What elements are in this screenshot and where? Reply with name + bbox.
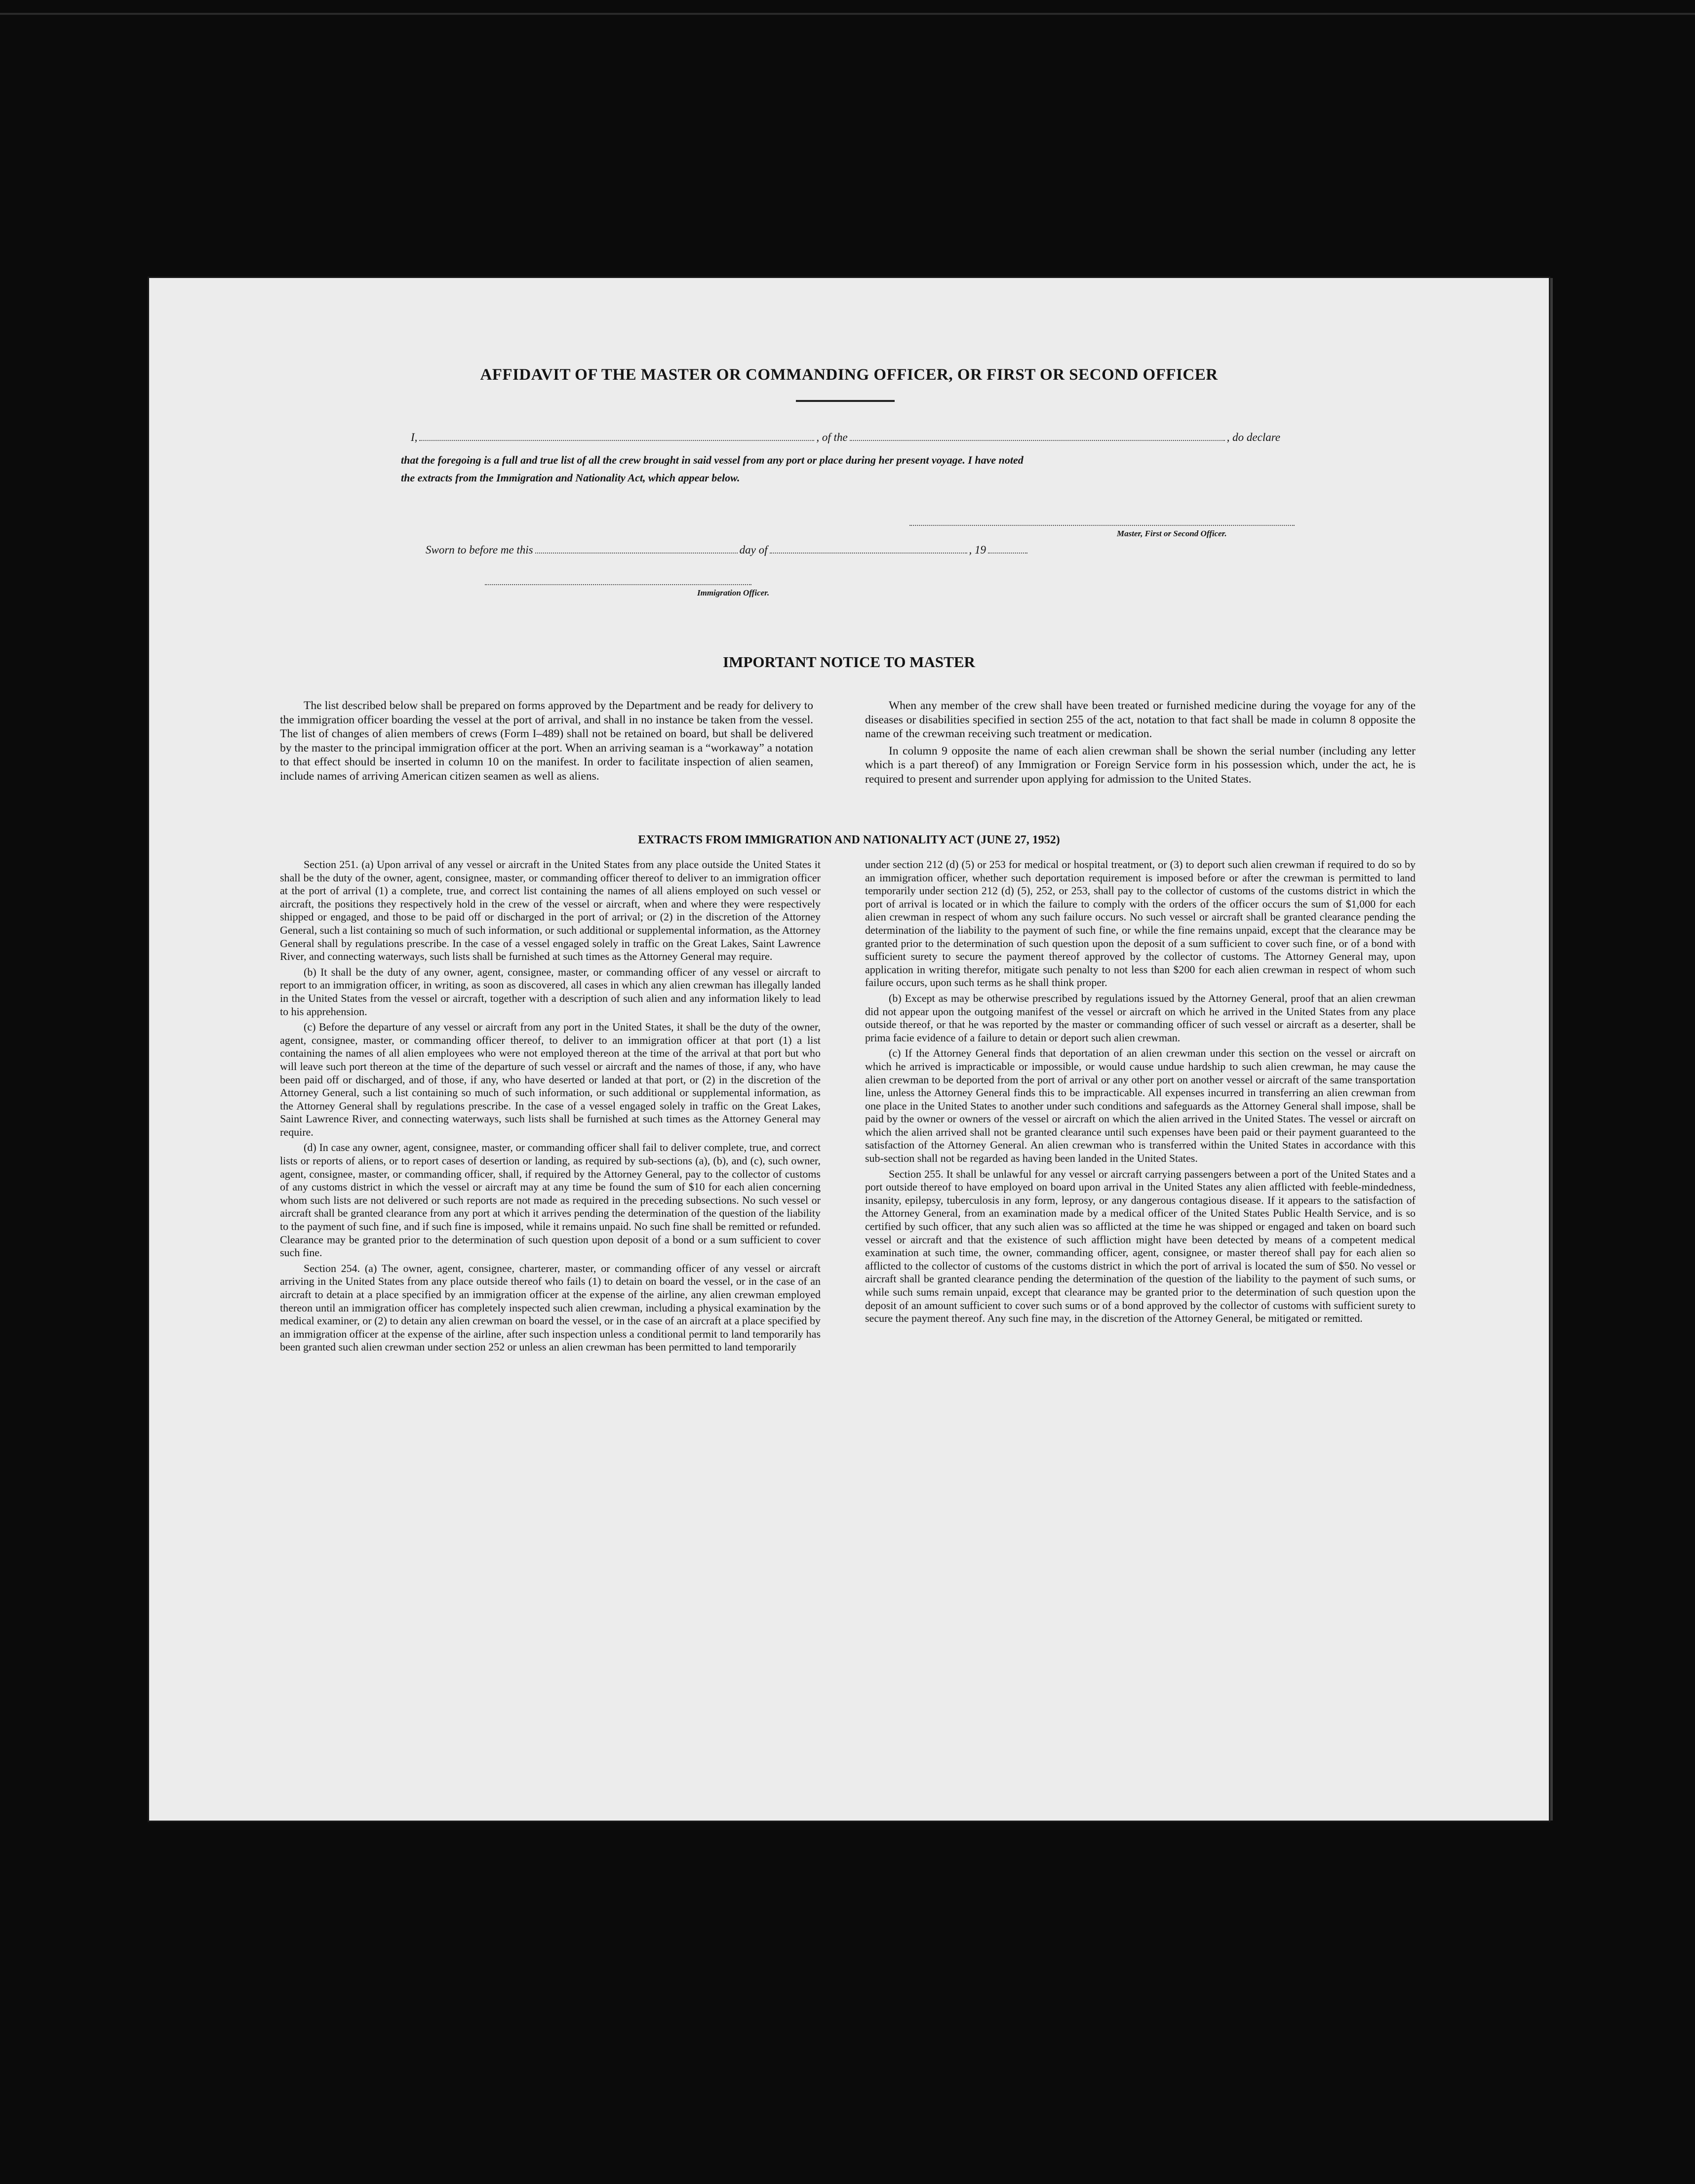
page-shadow-edge: [1549, 278, 1553, 1821]
document-page: [149, 278, 1549, 1821]
sworn-month-field[interactable]: [770, 552, 967, 554]
notice-right-column: [865, 699, 1416, 789]
notice-title: IMPORTANT NOTICE TO MASTER: [723, 653, 975, 671]
master-caption: Master, First or Second Officer.: [1117, 529, 1227, 538]
affidavit-title: AFFIDAVIT OF THE MASTER OR COMMANDING OFFICER, OR FIRST OR SECOND OFFICER: [480, 366, 1218, 384]
sworn-day-field[interactable]: [535, 552, 738, 554]
declarant-prefix: I,: [411, 431, 418, 443]
of-the-label: , of the: [816, 431, 848, 443]
sworn-year-field[interactable]: [988, 552, 1027, 554]
extract-paragraph: Section 255. It shall be unlawful for any vessel or aircraft carrying passengers between a port of the United States and a port outside thereof to have employed on board upon arrival in the United States any alien afflicted with feeble-mindedness, insanity, epilepsy, tuberculosis in any form, leprosy, or any dangerous contagious disease. If it appears to the satisfaction of the Attorney General, from an examination made by a medical officer of the United States Public Health Service, and is so certified by such officer, that any such alien was so afflicted at the time he was shipped or engaged and taken on board such vessel or aircraft and that the existence of such affliction might have been detected by means of a competent medical examination at such time, the owner, commanding officer, agent, consignee, or master thereof shall pay for each alien so afflicted to the collector of customs of the customs district in which the port of arrival is located the sum of $50. No vessel or aircraft shall be granted clearance pending the determination of the question of the liability to the payment of such sums, or while such sums remain unpaid, except that clearance may be granted prior to the determination of such question upon the deposit of an amount sufficient to cover such sums or of a bond approved by the collector of customs with sufficient surety to secure the payment thereof. Any such fine may, in the discretion of the Attorney General, be mitigated or remitted.: [865, 1167, 1416, 1325]
extracts-left-column: [280, 858, 821, 1356]
notice-left-column: [280, 699, 813, 786]
declare-label: , do declare: [1226, 431, 1281, 443]
title-rule: [796, 400, 895, 402]
notice-paragraph: When any member of the crew shall have been treated or furnished medicine during the voyage for any of the diseases or disabilities specified in section 255 of the act, notation to that fact shall be made in column 8 opposite the name of the crewman receiving such treatment or medication.: [865, 699, 1416, 740]
extract-paragraph: (d) In case any owner, agent, consignee, master, or commanding officer shall fail to deliver complete, true, and correct lists or reports of aliens, or to report cases of desertion or landing, as required by sub-sections (a), (b), and (c), such owner, agent, consignee, master, or commanding officer, shall, if required by the Attorney General, pay to the collector of customs of any customs district in which the vessel or aircraft may at any time be found the sum of $10 for each alien concerning whom such lists are not delivered or such reports are not made as required in the preceding subsections. No such vessel or aircraft shall be granted clearance from any port at which it arrives pending the determination of the question of the liability to the payment of such fine, and if such fine is imposed, while it remains unpaid. No such fine shall be remitted or refunded. Clearance may be granted prior to the determination of such question upon deposit of a bond or a sum sufficient to cover such fine.: [280, 1141, 821, 1259]
declaration-line: [411, 431, 1280, 444]
extract-paragraph: (b) It shall be the duty of any owner, agent, consignee, master, or commanding officer of any vessel or aircraft to report to an immigration officer, in writing, as soon as discovered, all cases in which any alien crewman has illegally landed in the United States from the vessel or aircraft, together with a description of such alien and any information likely to lead to his apprehension.: [280, 965, 821, 1018]
extract-paragraph: Section 251. (a) Upon arrival of any vessel or aircraft in the United States from any place outside the United States it shall be the duty of the owner, agent, consignee, master, or commanding officer thereof to deliver to an immigration officer at the port of arrival (1) a complete, true, and correct list containing the names of all aliens employed on such vessel or aircraft, the positions they respectively hold in the crew of the vessel or aircraft, when and where they were respectively shipped or engaged, and those to be paid off or discharged in the port of arrival; or (2) in the discretion of the Attorney General, such a list containing so much of such information, or such additional or supplemental information, as the Attorney General shall by regulations prescribe. In the case of a vessel engaged solely in traffic on the Great Lakes, Saint Lawrence River, and connecting waterways, such lists shall be furnished at such times as the Attorney General may require.: [280, 858, 821, 963]
extract-paragraph: under section 212 (d) (5) or 253 for medical or hospital treatment, or (3) to deport such alien crewman if required to do so by an immigration officer, whether such deportation requirement is imposed before or after the crewman is permitted to land temporarily under section 212 (d) (5), 252, or 253, shall pay to the collector of customs of the customs district in which the port of arrival is located or in which the failure to comply with the orders of the officer occurs the sum of $1,000 for each alien crewman in respect of whom any such failure occurs. No such vessel or aircraft shall be granted clearance pending the determination of the liability to the payment of such fine, or while the fine remains unpaid, except that the clearance may be granted prior to the determination of such question upon the deposit of a sum sufficient to cover such fine, or of a bond with sufficient surety to secure the payment thereof approved by the collector of customs. The Attorney General may, upon application in writing therefor, mitigate such penalty to not less than $200 for each alien crewman in respect of whom such failure occurs, upon such terms as he shall think proper.: [865, 858, 1416, 989]
statement-line-1: that the foregoing is a full and true list of all the crew brought in said vessel from any port or place during her present voyage. I have noted: [401, 454, 1024, 466]
day-of-label: day of: [739, 544, 768, 556]
extracts-right-column: [865, 858, 1416, 1328]
officer-signature-line[interactable]: [485, 584, 751, 585]
master-signature-line[interactable]: [909, 525, 1295, 526]
extract-paragraph: (c) Before the departure of any vessel or aircraft from any port in the United States, it shall be the duty of the owner, agent, consignee, master, or commanding officer thereof, to deliver to an immigration officer at that port (1) a list containing the names of all alien employees who were not employed thereon at the time of the arrival at that port but who will leave such port thereon at the time of the departure of such vessel or aircraft and the names of those, if any, who have been paid off or discharged, and of those, if any, who have deserted or landed at that port, or (2) in the discretion of the Attorney General, such a list containing so much of such information, or such additional or supplemental information, as the Attorney General shall by regulations prescribe. In the case of a vessel engaged solely in traffic on the Great Lakes, Saint Lawrence River, and connecting waterways, such lists shall be furnished at such times as the Attorney General may require.: [280, 1021, 821, 1138]
sworn-line: [426, 544, 1029, 556]
notice-paragraph: The list described below shall be prepared on forms approved by the Department and be ready for delivery to the immigration officer boarding the vessel at the port of arrival, and shall in no instance be taken from the vessel. The list of changes of alien members of crews (Form I–489) shall not be retained on board, but shall be delivered by the master to the principal immigration officer at the port. When an arriving seaman is a “workaway” a notation to that effect should be inserted in column 10 on the manifest. In order to facilitate inspection of alien seamen, include names of arriving American citizen seamen as well as aliens.: [280, 699, 813, 783]
officer-caption: Immigration Officer.: [697, 588, 770, 597]
scan-top-border: [0, 13, 1695, 15]
year-label: , 19: [969, 544, 986, 556]
vessel-name-field[interactable]: [850, 439, 1225, 441]
extract-paragraph: (c) If the Attorney General finds that deportation of an alien crewman under this section on the vessel or aircraft on which he arrived is impracticable or impossible, or would cause undue hardship to such alien crewman, he may cause the alien crewman to be deported from the port of arrival or any other port on another vessel or aircraft of the same transportation line, unless the Attorney General finds this to be impracticable. All expenses incurred in transferring an alien crewman from one place in the United States to another under such conditions and safeguards as the Attorney General shall impose, shall be paid by the owner or owners of the vessel or aircraft on which the alien arrived in the United States. The vessel or aircraft on which the alien arrived shall not be granted clearance until such expenses have been paid or their payment guaranteed to the satisfaction of the Attorney General. An alien crewman who is transferred within the United States in accordance with this sub-section shall not be regarded as having been landed in the United States.: [865, 1047, 1416, 1165]
notice-paragraph: In column 9 opposite the name of each alien crewman shall be shown the serial number (including any letter which is a part thereof) of any Immigration or Foreign Service form in his possession which, under the act, he is required to present and surrender upon applying for admission to the United States.: [865, 744, 1416, 786]
declarant-name-field[interactable]: [419, 439, 814, 441]
statement-line-2: the extracts from the Immigration and Nationality Act, which appear below.: [401, 472, 740, 484]
extract-paragraph: (b) Except as may be otherwise prescribed by regulations issued by the Attorney General, proof that an alien crewman did not appear upon the outgoing manifest of the vessel or aircraft on which he arrived in the United States from any place outside thereof, or that he was reported by the master or commanding officer of such vessel or aircraft as a deserter, shall be prima facie evidence of a failure to detain or deport such alien crewman.: [865, 992, 1416, 1044]
extract-paragraph: Section 254. (a) The owner, agent, consignee, charterer, master, or commanding officer of any vessel or aircraft arriving in the United States from any place outside thereof who fails (1) to detain on board the vessel, or in the case of an aircraft to detain at a place specified by an immigration officer at the expense of the airline, any alien crewman employed thereon until an immigration officer has completely inspected such alien crewman, including a physical examination by the medical examiner, or (2) to detain any alien crewman on board the vessel, or in the case of an aircraft at a place specified by an immigration officer at the expense of the airline, after such inspection unless a conditional permit to land temporarily has been granted such alien crewman under section 252 or unless an alien crewman has been permitted to land temporarily: [280, 1262, 821, 1353]
extracts-title: EXTRACTS FROM IMMIGRATION AND NATIONALITY ACT (JUNE 27, 1952): [638, 834, 1060, 846]
sworn-prefix: Sworn to before me this: [426, 544, 533, 556]
